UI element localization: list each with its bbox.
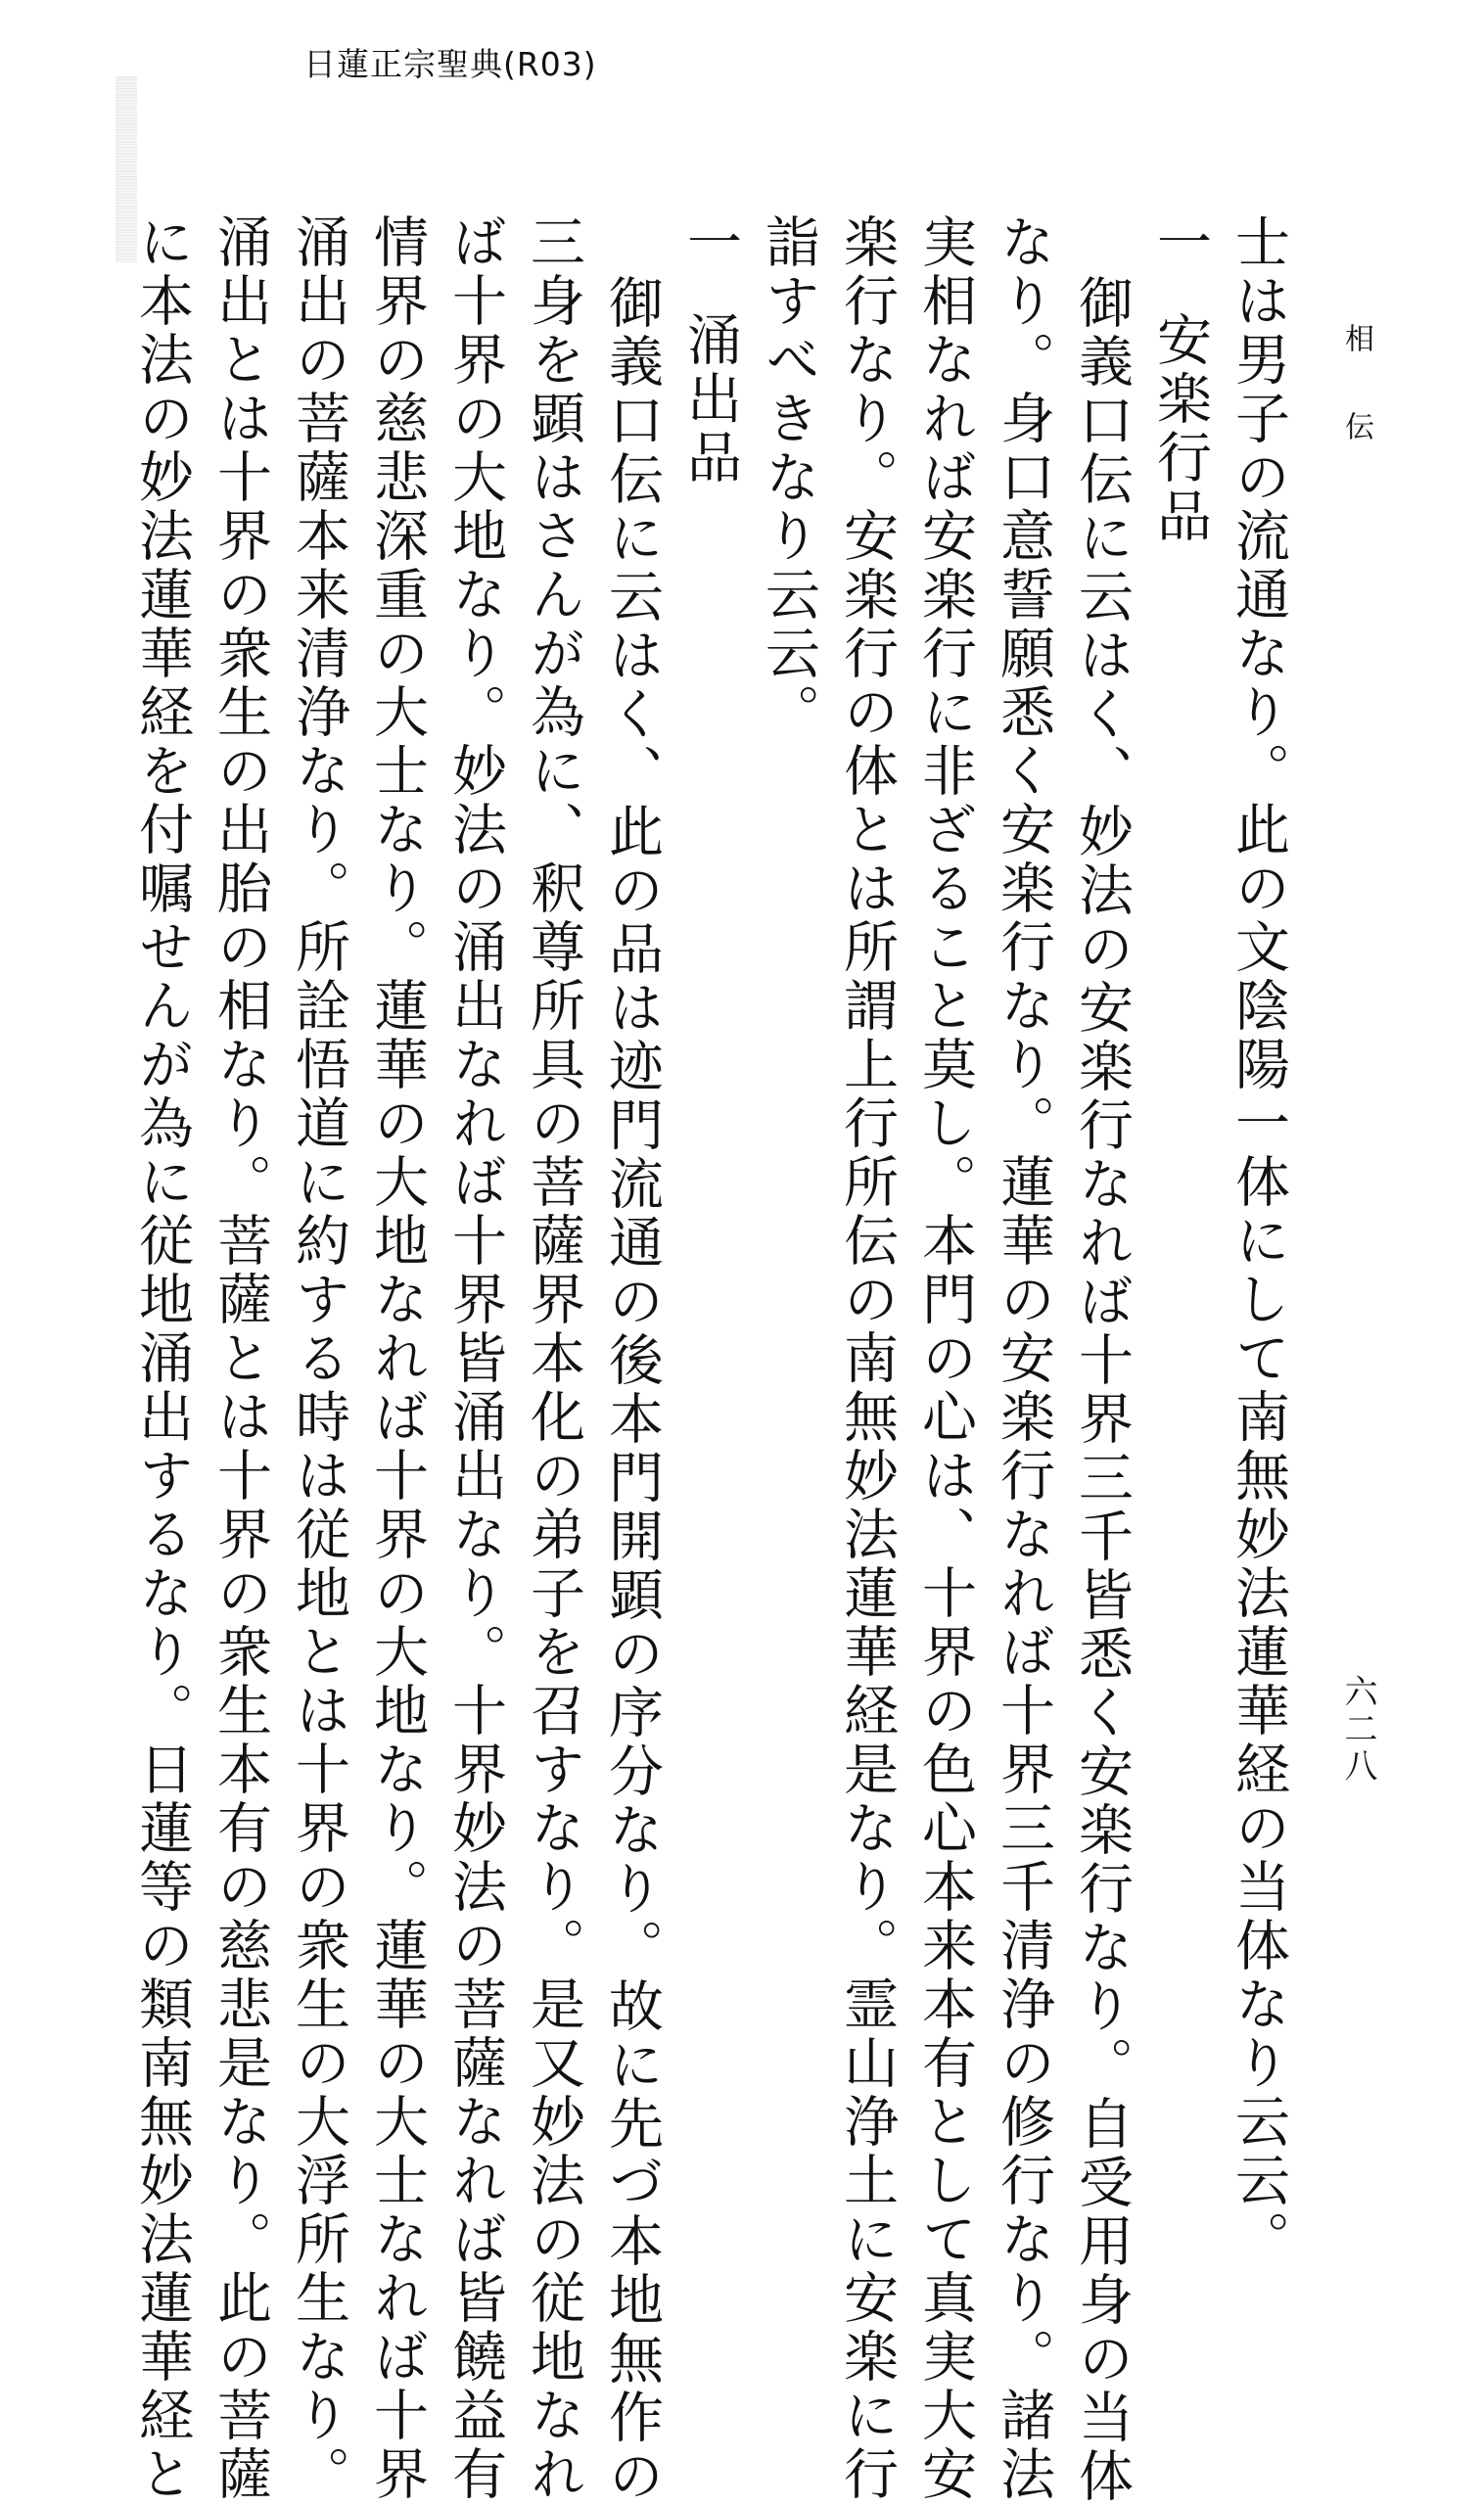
line-text: なり。身口意誓願悉く安楽行なり。蓮華の安楽行なれば十界三千清浄の修行なり。諸法 — [992, 213, 1055, 2504]
text-line — [436, 213, 514, 2504]
text-line — [749, 213, 827, 1966]
line-text: に本法の妙法蓮華経を付嘱せんが為に従地涌出するなり。日蓮等の類南無妙法蓮華経と — [130, 213, 194, 2504]
line-text: 楽行なり。安楽行の体とは所謂上行所伝の南無妙法蓮華経是なり。霊山浄土に安楽に行 — [835, 213, 899, 2504]
section-dash-mark: 一 — [678, 213, 742, 272]
text-line — [592, 213, 671, 2506]
text-line — [201, 213, 279, 2504]
text-line — [984, 213, 1062, 2504]
line-text: 三身を顕はさんが為に、釈尊所具の菩薩界本化の弟子を召すなり。是又妙法の従地なれ — [522, 213, 585, 2504]
section-heading-text: 涌出品 — [678, 311, 742, 487]
text-line — [827, 213, 905, 2504]
running-head: 相伝 — [1339, 323, 1373, 499]
page-number: 六二八 — [1338, 1674, 1377, 1786]
line-text: 涌出とは十界の衆生の出胎の相なり。菩薩とは十界の衆生本有の慈悲是なり。此の菩薩 — [209, 213, 272, 2504]
text-line — [905, 213, 984, 2504]
line-text: 詣すべきなり云云。 — [757, 213, 820, 742]
section-heading-line — [671, 213, 749, 1966]
line-text: 御義口伝に云はく、此の品は迹門流通の後本門開顕の序分なり。故に先づ本地無作の — [600, 274, 664, 2506]
line-text: ば十界の大地なり。妙法の涌出なれば十界皆涌出なり。十界妙法の菩薩なれば皆饒益有 — [443, 213, 507, 2504]
line-text: 情界の慈悲深重の大士なり。蓮華の大地なれば十界の大地なり。蓮華の大士なれば十界 — [365, 213, 429, 2504]
line-text: 涌出の菩薩本来清浄なり。所詮悟道に約する時は従地とは十界の衆生の大浮所生なり。 — [287, 213, 350, 2504]
text-line — [357, 213, 436, 2504]
section-dash-mark: 一 — [1148, 213, 1212, 272]
text-line — [1062, 213, 1140, 2506]
text-line — [122, 213, 201, 2504]
text-line — [514, 213, 592, 2504]
line-text: 実相なれば安楽行に非ざること莫し。本門の心は、十界の色心本来本有として真実大安 — [913, 213, 977, 2504]
section-heading-line — [1140, 213, 1219, 1966]
vertical-body-text — [130, 213, 1297, 2506]
line-text: 士は男子の流通なり。此の文陰陽一体にして南無妙法蓮華経の当体なり云云。 — [1227, 213, 1290, 2269]
section-heading-text: 安楽行品 — [1148, 311, 1212, 546]
text-line — [1219, 213, 1297, 2269]
text-line — [279, 213, 357, 2504]
line-text: 御義口伝に云はく、妙法の安楽行なれば十界三千皆悉く安楽行なり。自受用身の当体 — [1070, 274, 1134, 2506]
document-header-title: 日蓮正宗聖典(R03) — [303, 45, 597, 83]
